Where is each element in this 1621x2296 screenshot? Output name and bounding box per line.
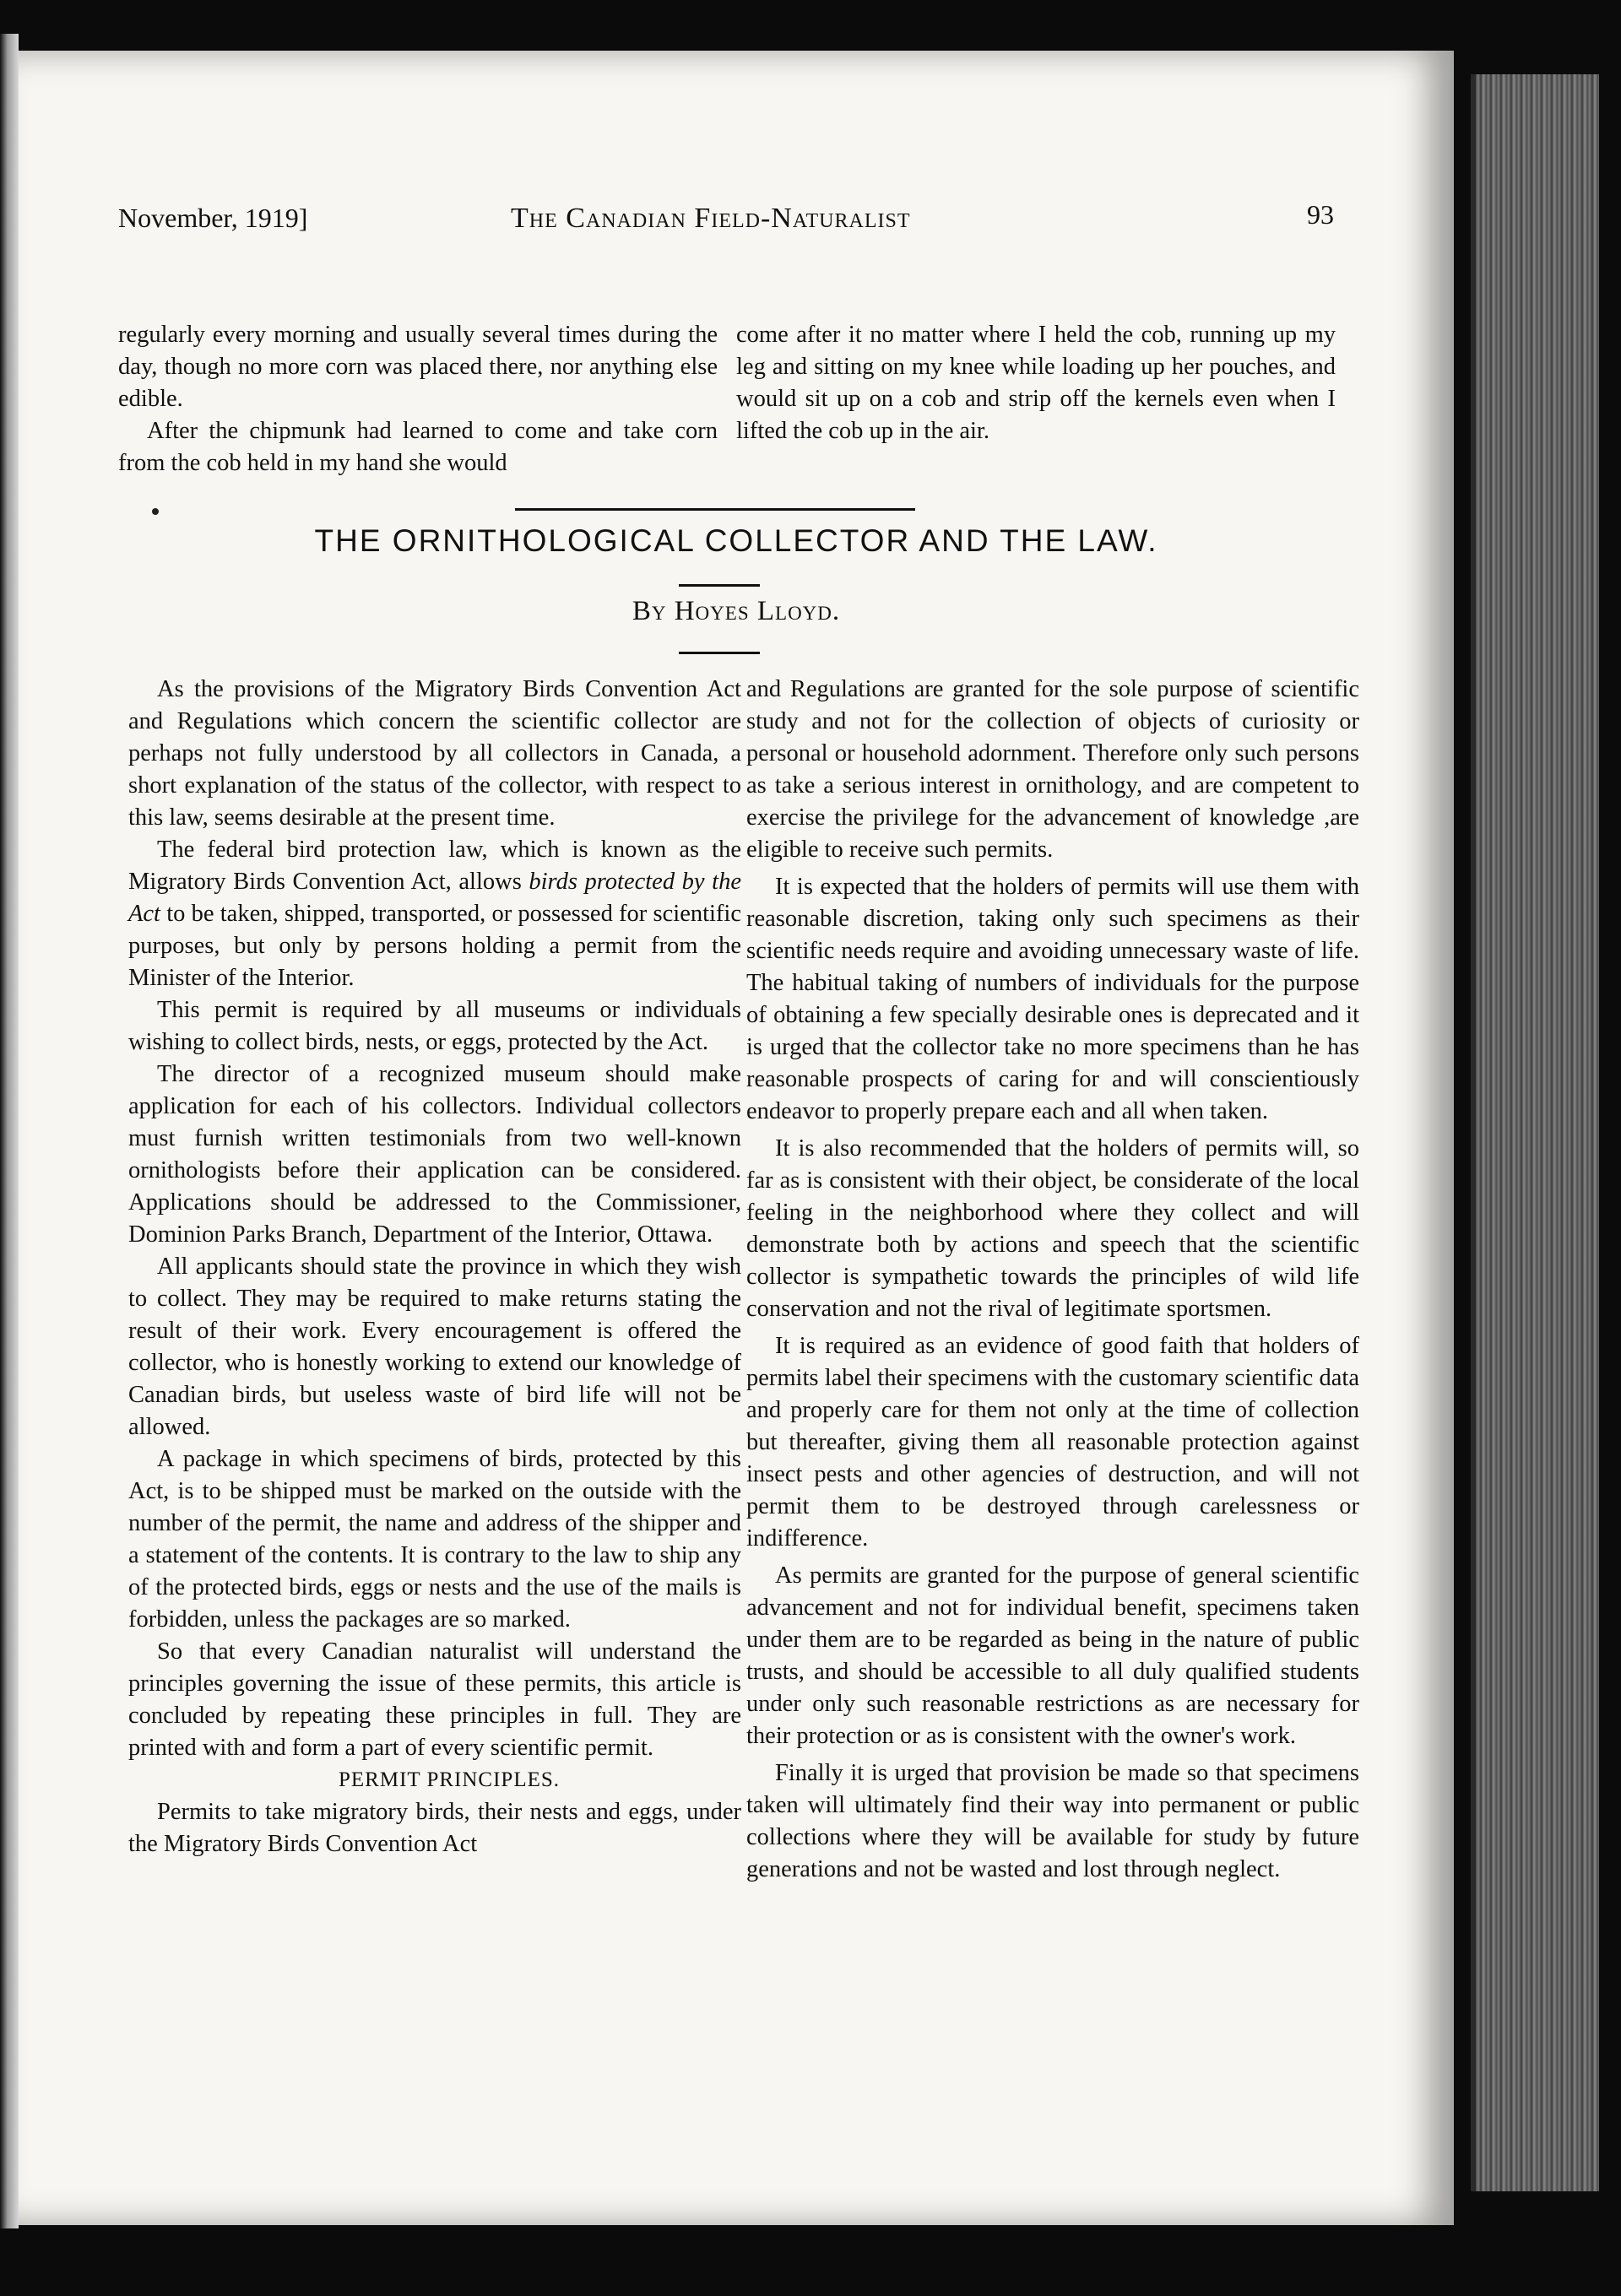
running-head: [118, 194, 1334, 245]
paragraph: [128, 834, 741, 994]
paragraph: This permit is required by all museums or individuals wishing to collect birds, nests, or eggs, protected by the Act.: [128, 997, 741, 1055]
paragraph: It is also recommended that the holders of permits will, so far as is consistent with their object, be considerate of the local feeling in the neighborhood where they collect and will demonstrate both by actions and speech that the scientific collector is sympathetic towards the principles of wild life conservation and not the rival of legitimate sportsmen.: [746, 1135, 1359, 1322]
title-rule: [679, 584, 760, 587]
paragraph: All applicants should state the province in which they wish to collect. They may be required to make returns stating the result of their work. Every encouragement is offered the collector, who is honestly working to extend our knowledge of Canadian birds, but useless waste of bird life will not be allowed.: [128, 1254, 741, 1440]
author-byline: By Hoyes Lloyd.: [632, 596, 841, 626]
continued-text-right: [736, 319, 1336, 447]
paragraph: As the provisions of the Migratory Birds Convention Act and Regulations which concern the scientific collector are perhaps not fully understood by all collectors in Canada, a short explanation of the status of the collector, with respect to this law, seems desirable at the present time.: [128, 676, 741, 831]
italic-text: birds protected by the Act: [128, 869, 741, 927]
paragraph: Permits to take migratory birds, their nests and eggs, under the Migratory Birds Convention Act: [128, 1799, 741, 1857]
text-run: to be taken, shipped, transported, or possessed for scientific purposes, but only by persons holding a permit from the Minister of the Interior.: [128, 901, 741, 991]
journal-title: The Canadian Field-Naturalist: [511, 203, 911, 234]
page-number: 93: [1307, 199, 1334, 230]
paragraph: As permits are granted for the purpose of general scientific advancement and not for individual benefit, specimens taken under them are to be regarded as being in the nature of public trusts, and should be accessible to all duly qualified students under only such reasonable restrictions as are necessary for their protection or as is consistent with the owner's work.: [746, 1562, 1359, 1749]
paragraph: A package in which specimens of birds, protected by this Act, is to be shipped must be marked on the outside with the number of the permit, the name and address of the shipper and a statement of the contents. It is contrary to the law to ship any of the protected birds, eggs or nests and the use of the mails is forbidden, unless the packages are so marked.: [128, 1446, 741, 1633]
paragraph: come after it no matter where I held the cob, running up my leg and sitting on my knee while loading up her pouches, and would sit up on a cob and strip off the kernels even when I lifted the cob up in the air.: [736, 322, 1336, 444]
subheading: PERMIT PRINCIPLES.: [338, 1768, 561, 1791]
paragraph: So that every Canadian naturalist will understand the principles governing the issue of these permits, this article is concluded by repeating these principles in full. They are printed with and form a part of every scientific permit.: [128, 1638, 741, 1761]
paragraph: The director of a recognized museum should make application for each of his collectors. Individual collectors must furnish written testimonials from two well-known ornithologists before their application can be considered. Applications should be addressed to the Commissioner, Dominion Parks Branch, Department of the Interior, Ottawa.: [128, 1061, 741, 1248]
byline-rule: [679, 652, 760, 654]
text-run: The federal bird protection law, which is known as the Migratory Birds Convention Act, allows: [128, 837, 741, 895]
paragraph: Finally it is urged that provision be made so that specimens taken will ultimately find their way into permanent or public collections where they will be available for study by future generations and not be wasted and lost through neglect.: [746, 1760, 1359, 1882]
section-divider: [515, 508, 915, 511]
book-spine-left: [0, 34, 19, 2228]
article-title: THE ORNITHOLOGICAL COLLECTOR AND THE LAW.: [314, 523, 1158, 558]
issue-date: November, 1919]: [118, 203, 308, 233]
article-column-right: [746, 674, 1359, 1891]
continued-text-left: [118, 319, 718, 479]
ink-speck: [152, 508, 159, 515]
paragraph: After the chipmunk had learned to come and take corn from the cob held in my hand she would: [118, 418, 718, 476]
paragraph: It is required as an evidence of good faith that holders of permits label their specimens with the customary scientific data and properly care for them not only at the time of collection but thereafter, giving them all reasonable protection against insect pests and other agencies of destruction, and will not permit them to be destroyed through carelessness or indifference.: [746, 1333, 1359, 1551]
paragraph: regularly every morning and usually several times during the day, though no more corn was placed there, nor anything else edible.: [118, 322, 718, 412]
paragraph: and Regulations are granted for the sole purpose of scientific study and not for the collection of objects of curiosity or personal or household adornment. Therefore only such persons as take a serious interest in ornithology, and are competent to exercise the privilege for the advancement of knowledge ,are eligible to receive such permits.: [746, 676, 1359, 863]
book-page-edges: [1471, 74, 1599, 2191]
paragraph: It is expected that the holders of permits will use them with reasonable discretion, taking only such specimens as their scientific needs require and avoiding unnecessary waste of life. The habitual taking of numbers of individuals for the purpose of obtaining a few specially desirable ones is deprecated and it is urged that the collector take no more specimens than he has reasonable prospects of caring for and will conscientiously endeavor to properly prepare each and all when taken.: [746, 874, 1359, 1124]
journal-page: [19, 51, 1454, 2225]
article-column-left: [128, 674, 741, 1860]
